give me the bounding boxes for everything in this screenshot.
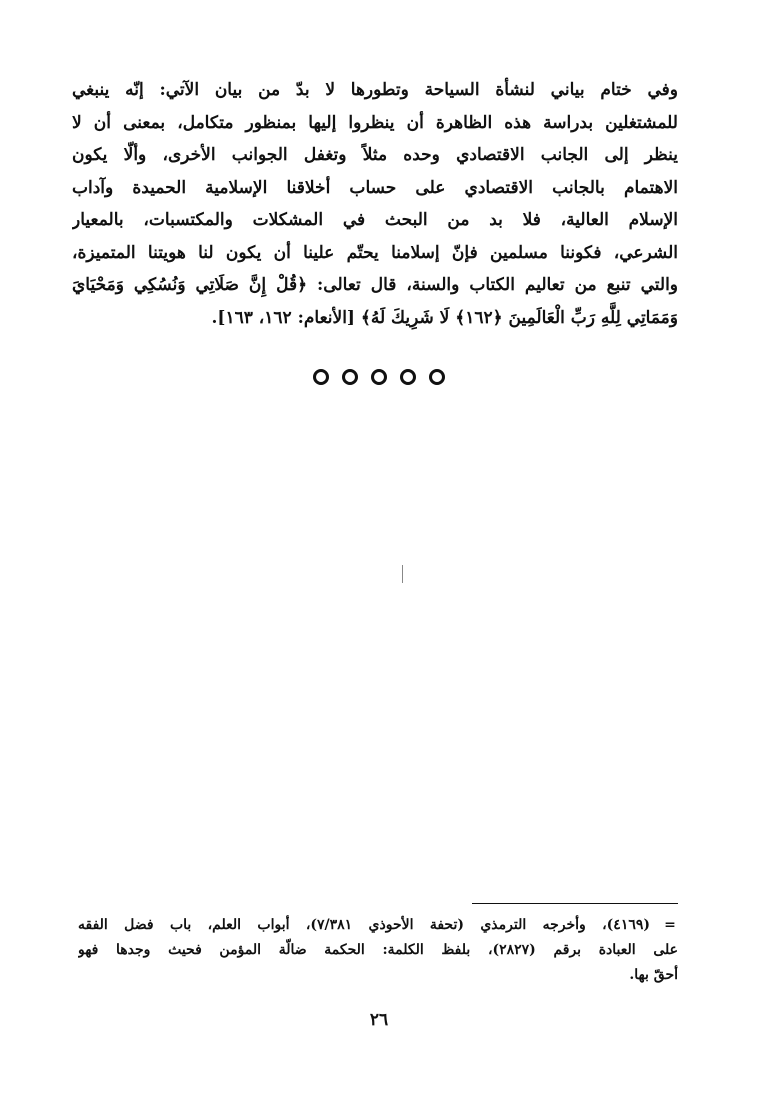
footnote-line-2: على العبادة برقم (٢٨٢٧)، بلفظ الكلمة: الحكمة ضالّة المؤمن فحيث وجدها فهو bbox=[78, 942, 678, 958]
body-line-1: وفي ختام بياني لنشأة السياحة وتطورها لا بدّ من بيان الآتي: إنّه ينبغي bbox=[72, 80, 678, 100]
scan-mark bbox=[402, 565, 403, 583]
section-end-ornament bbox=[313, 366, 445, 388]
body-line-4: الاهتمام بالجانب الاقتصادي على حساب أخلاقنا الإسلامية الحميدة وآداب bbox=[72, 177, 678, 198]
footnote-continuation-marker: = bbox=[664, 917, 676, 933]
ornament-circle-icon bbox=[429, 369, 445, 385]
ornament-circle-icon bbox=[371, 369, 387, 385]
body-paragraph bbox=[72, 74, 678, 334]
ornament-circle-icon bbox=[342, 369, 358, 385]
ornament-circle-icon bbox=[400, 369, 416, 385]
body-line-2: للمشتغلين بدراسة هذه الظاهرة أن ينظروا إليها بمنظور متكامل، بمعنى أن لا bbox=[72, 112, 678, 133]
page-number: ٢٦ bbox=[369, 1010, 389, 1030]
footnote-line-1: (٤١٦٩)، وأخرجه الترمذي (تحفة الأحوذي ٧/٣٨١)، أبواب العلم، باب فضل الفقه bbox=[78, 917, 650, 933]
footnote-separator bbox=[472, 903, 678, 904]
body-line-6: الشرعي، فكوننا مسلمين فإنّ إسلامنا يحتّم علينا أن يكون لنا هويتنا المتميزة، bbox=[72, 242, 678, 263]
footnote-line-3: أحقّ بها. bbox=[629, 967, 678, 983]
body-line-7: والتي تنبع من تعاليم الكتاب والسنة، قال تعالى: ﴿قُلْ إِنَّ صَلَاتِي وَنُسُكِي وَمَحْيَايَ bbox=[72, 275, 678, 295]
body-line-5: الإسلام العالية، فلا بد من البحث في المشكلات والمكتسبات، بالمعيار bbox=[72, 210, 678, 230]
footnote-block bbox=[78, 913, 678, 988]
body-line-3: ينظر إلى الجانب الاقتصادي وحده مثلاً وتغفل الجوانب الأخرى، وألّا يكون bbox=[72, 145, 678, 165]
ornament-circle-icon bbox=[313, 369, 329, 385]
body-line-8: وَمَمَاتِي لِلَّهِ رَبِّ الْعَالَمِينَ ﴿١٦٢﴾ لَا شَرِيكَ لَهُ﴾ [الأنعام: ١٦٢، ١٦٣]. bbox=[211, 307, 678, 328]
